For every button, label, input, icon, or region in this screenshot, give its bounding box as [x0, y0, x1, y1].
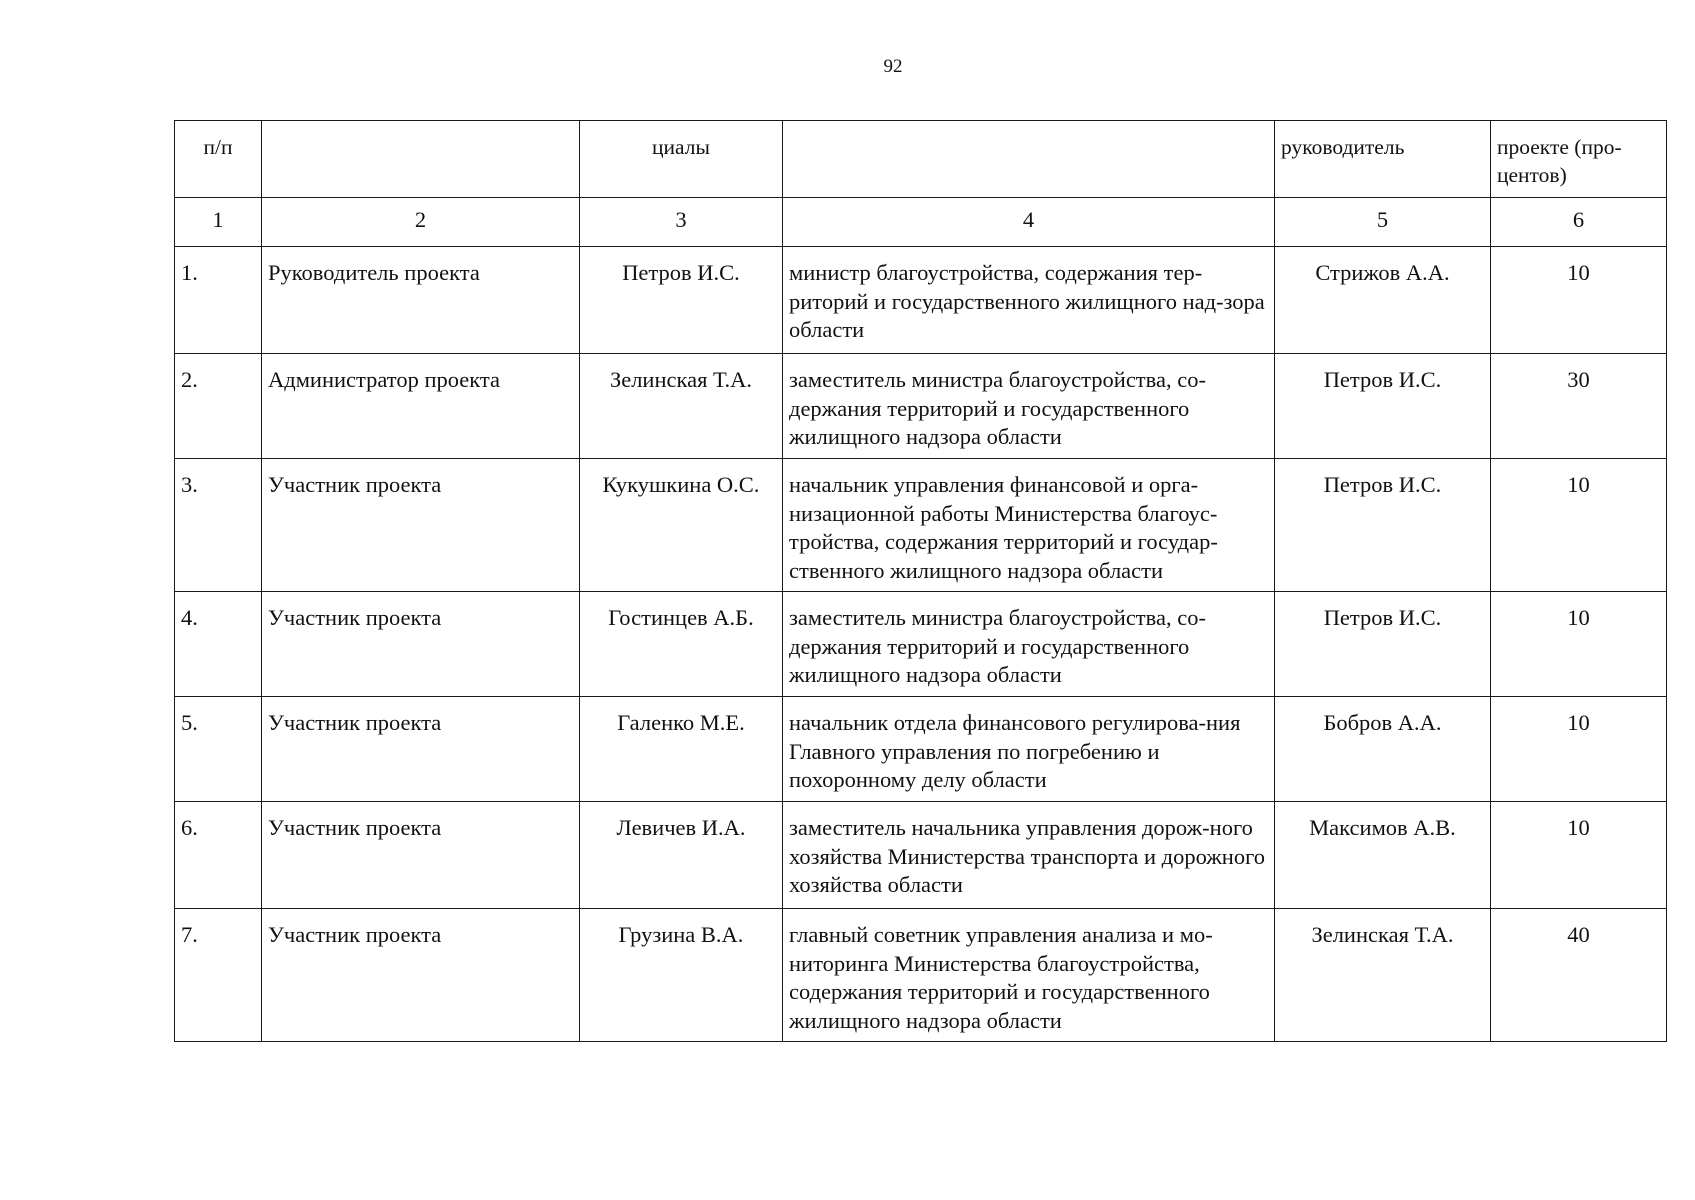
table-header-row	[175, 121, 1667, 198]
row-supervisor: Петров И.С.	[1275, 459, 1491, 592]
row-number: 1.	[175, 247, 262, 354]
row-share: 10	[1491, 592, 1667, 697]
header-cell-position	[783, 121, 1275, 198]
row-name: Грузина В.А.	[580, 909, 783, 1042]
row-supervisor: Петров И.С.	[1275, 354, 1491, 459]
row-share: 40	[1491, 909, 1667, 1042]
table-row	[175, 592, 1667, 697]
row-number: 2.	[175, 354, 262, 459]
row-position: начальник управления финансовой и орга-низационной работы Министерства благоус-тройства, содержания территорий и государ-ственного жилищного надзора области	[783, 459, 1275, 592]
column-number: 2	[262, 198, 580, 247]
row-role: Администратор проекта	[262, 354, 580, 459]
header-cell-role	[262, 121, 580, 198]
project-team-table	[174, 120, 1667, 1042]
row-share: 30	[1491, 354, 1667, 459]
row-name: Зелинская Т.А.	[580, 354, 783, 459]
row-number: 3.	[175, 459, 262, 592]
column-number-row	[175, 198, 1667, 247]
page-number: 92	[883, 56, 903, 77]
row-name: Гостинцев А.Б.	[580, 592, 783, 697]
row-position: заместитель начальника управления дорож-ного хозяйства Министерства транспорта и дорожного хозяйства области	[783, 802, 1275, 909]
row-position: министр благоустройства, содержания тер-риторий и государственного жилищного над-зора области	[783, 247, 1275, 354]
table-row	[175, 697, 1667, 802]
row-position: заместитель министра благоустройства, со-держания территорий и государственного жилищного надзора области	[783, 354, 1275, 459]
table-row	[175, 459, 1667, 592]
row-role: Руководитель проекта	[262, 247, 580, 354]
table-row	[175, 802, 1667, 909]
row-supervisor: Стрижов А.А.	[1275, 247, 1491, 354]
row-role: Участник проекта	[262, 592, 580, 697]
row-supervisor: Петров И.С.	[1275, 592, 1491, 697]
row-name: Петров И.С.	[580, 247, 783, 354]
column-number: 4	[783, 198, 1275, 247]
row-number: 7.	[175, 909, 262, 1042]
row-role: Участник проекта	[262, 459, 580, 592]
header-cell-share: проекте (про-центов)	[1491, 121, 1667, 198]
row-number: 5.	[175, 697, 262, 802]
row-share: 10	[1491, 247, 1667, 354]
column-number: 6	[1491, 198, 1667, 247]
row-share: 10	[1491, 802, 1667, 909]
row-share: 10	[1491, 697, 1667, 802]
row-role: Участник проекта	[262, 802, 580, 909]
row-position: начальник отдела финансового регулирова-ния Главного управления по погребению и похоронному делу области	[783, 697, 1275, 802]
column-number: 5	[1275, 198, 1491, 247]
row-role: Участник проекта	[262, 697, 580, 802]
header-cell-supervisor: руководитель	[1275, 121, 1491, 198]
row-role: Участник проекта	[262, 909, 580, 1042]
column-number: 3	[580, 198, 783, 247]
header-cell-num: п/п	[175, 121, 262, 198]
row-share: 10	[1491, 459, 1667, 592]
row-name: Левичев И.А.	[580, 802, 783, 909]
table-row	[175, 247, 1667, 354]
row-name: Кукушкина О.С.	[580, 459, 783, 592]
header-cell-name: циалы	[580, 121, 783, 198]
row-number: 6.	[175, 802, 262, 909]
row-name: Галенко М.Е.	[580, 697, 783, 802]
row-position: заместитель министра благоустройства, со-держания территорий и государственного жилищного надзора области	[783, 592, 1275, 697]
column-number: 1	[175, 198, 262, 247]
row-number: 4.	[175, 592, 262, 697]
row-supervisor: Максимов А.В.	[1275, 802, 1491, 909]
row-supervisor: Зелинская Т.А.	[1275, 909, 1491, 1042]
table-row	[175, 354, 1667, 459]
table-row	[175, 909, 1667, 1042]
row-position: главный советник управления анализа и мо-ниторинга Министерства благоустройства, содержания территорий и государственного жилищного надзора области	[783, 909, 1275, 1042]
row-supervisor: Бобров А.А.	[1275, 697, 1491, 802]
